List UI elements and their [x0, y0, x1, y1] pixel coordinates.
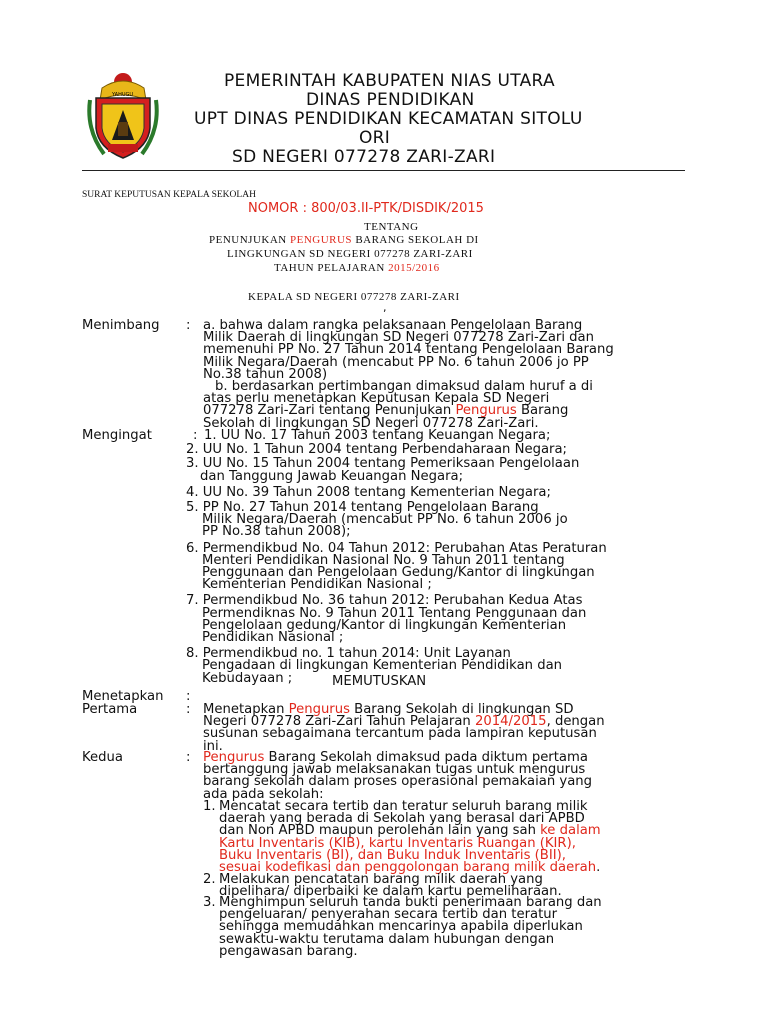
mengingat-item	[186, 444, 686, 456]
mengingat-line: dan Tanggung Jawab Keuangan Negara;	[200, 468, 464, 484]
kedua-item-3-line: Menghimpun seluruh tanda bukti penerimaan barang dan	[219, 895, 602, 910]
kedua-item-1-red-line: Kartu Inventaris (KIB), kartu Inventaris Ruangan (KIR),	[219, 835, 576, 851]
mengingat-item	[186, 484, 686, 500]
mengingat-line: Permendiknas No. 9 Tahun 2011 Tentang Penggunaan dan	[202, 605, 587, 621]
mengingat-line: PP No.38 tahun 2008);	[202, 524, 351, 540]
menimbang-a-line: a. bahwa dalam rangka pelaksanaan Pengelolaan Barang	[203, 318, 583, 333]
judul-line-1-a: PENUNJUKAN	[209, 234, 290, 246]
header-rule	[82, 170, 685, 171]
menimbang-a-line: No.38 tahun 2008)	[203, 366, 328, 382]
mengingat-item	[186, 540, 686, 593]
kedua-item-1-line: Mencatat secara tertib dan teratur seluruh barang milik	[219, 799, 588, 814]
kedua-item-1-red: ke dalam	[540, 823, 601, 839]
judul-line-1	[209, 234, 479, 246]
mengingat-line: Kementerian Pendidikan Nasional ;	[202, 577, 432, 593]
kedua-line: barang sekolah dalam proses operasional pemakaian yang	[203, 774, 593, 790]
mengingat-line: 8. Permendikbud no. 1 tahun 2014: Unit Layanan	[186, 646, 511, 662]
menimbang-colon: :	[186, 318, 191, 333]
pertama-text-a: Menetapkan	[203, 702, 289, 717]
mengingat-item	[186, 595, 686, 644]
mengingat-line: 4. UU No. 39 Tahun 2008 tentang Kementerian Negara;	[186, 484, 551, 500]
judul-line-3	[274, 262, 440, 274]
kedua-item-1	[219, 801, 689, 874]
menetapkan-label: Menetapkan	[82, 689, 164, 704]
kedua-line: ada pada sekolah:	[203, 786, 324, 802]
surat-label: SURAT KEPUTUSAN KEPALA SEKOLAH	[82, 190, 256, 200]
kedua-item-3-line: pengeluaran/ penyerahan secara tertib dan teratur	[219, 907, 558, 923]
header-line-5: SD NEGERI 077278 ZARI-ZARI	[232, 147, 496, 167]
mengingat-line: Penggunaan dan Pengelolaan Gedung/Kantor di lingkungan	[202, 565, 595, 581]
mengingat-line: Menteri Pendidikan Nasional No. 9 Tahun 2011 tentang	[202, 552, 565, 568]
pertama-text-b: , dengan	[546, 714, 605, 730]
header-line-1: PEMERINTAH KABUPATEN NIAS UTARA	[224, 71, 555, 91]
kedua-text-red: Pengurus	[203, 750, 265, 765]
menimbang-b-line: b. berdasarkan pertimbangan dimaksud dalam huruf a di	[215, 379, 593, 394]
kedua-item-2-num: 2.	[203, 872, 216, 887]
header-line-3: UPT DINAS PENDIDIKAN KECAMATAN SITOLU	[194, 109, 583, 129]
judul-line-2: LINGKUNGAN SD NEGERI 077278 ZARI-ZARI	[227, 248, 473, 260]
kedua-item-1-end: .	[596, 860, 601, 876]
kedua-item-1-red: sesuai kodefikasi dan penggolongan barang milik daerah	[219, 860, 597, 876]
mengingat-line: 7. Permendikbud No. 36 tahun 2012: Perubahan Kedua Atas	[186, 593, 583, 609]
kedua-colon: :	[186, 750, 191, 765]
pertama-line: susunan sebagaimana tercantum pada lampiran keputusan	[203, 726, 597, 742]
menimbang-b	[203, 381, 683, 430]
menimbang-b-line: atas perlu menetapkan Keputusan Kepala SD Negeri	[203, 391, 550, 407]
kedua-label: Kedua	[82, 750, 123, 765]
mengingat-item	[186, 458, 686, 482]
mengingat-item	[186, 502, 686, 539]
kedua-item-1-line: daerah yang berada di Sekolah yang berasal dari APBD	[219, 811, 585, 827]
mengingat-line: Pengadaan di lingkungan Kementerian Pendidikan dan	[202, 658, 563, 674]
mengingat-line: 3. UU No. 15 Tahun 2004 tentang Pemeriksaan Pengelolaan	[186, 456, 580, 472]
memutuskan-heading: MEMUTUSKAN	[332, 674, 427, 689]
menimbang-b-text: Barang	[516, 403, 569, 419]
menimbang-a-line: Milik Negara/Daerah (mencabut PP No. 6 tahun 2006 jo PP	[203, 354, 589, 370]
pertama-text-red: 2014/2015	[474, 714, 547, 730]
tentang: TENTANG	[364, 221, 419, 233]
kedua-item-3	[219, 897, 689, 958]
menimbang-label: Menimbang	[82, 318, 160, 333]
regency-logo	[82, 70, 164, 162]
kedua-item-3-line: sewaktu-waktu terutama dalam hubungan dengan	[219, 931, 555, 947]
header-line-4: ORI	[359, 128, 391, 148]
nomor: NOMOR : 800/03.II-PTK/DISDIK/2015	[248, 201, 484, 216]
pertama-text	[203, 704, 683, 753]
kedua-line: bertanggung jawab melaksanakan tugas untuk mengurus	[203, 762, 586, 778]
mengingat-list	[186, 430, 686, 685]
pertama-text-a: Negeri 077278 Zari-Zari Tahun Pelajaran	[203, 714, 475, 730]
judul-line-1-red: PENGURUS	[289, 234, 353, 246]
mengingat-line: 1. UU No. 17 Tahun 2003 tentang Keuangan Negara;	[204, 428, 551, 443]
judul-line-3-red: 2015/2016	[388, 262, 440, 274]
kedua-text	[203, 752, 683, 801]
mengingat-line: 6. Permendikbud No. 04 Tahun 2012: Perubahan Atas Peraturan	[186, 540, 607, 556]
mengingat-colon: :	[193, 428, 198, 443]
kedua-item-3-line: pengawasan barang.	[219, 943, 358, 959]
pertama-text-b: Barang Sekolah di lingkungan SD	[349, 702, 574, 717]
mengingat-line: 5. PP No. 27 Tahun 2014 tentang Pengelolaan Barang	[186, 500, 539, 516]
mengingat-label: Mengingat	[82, 428, 152, 443]
kedua-text-b: Barang Sekolah dimaksud pada diktum pertama	[264, 750, 588, 765]
kedua-item-2-line: dipelihara/ diperbaiki ke dalam kartu pemeliharaan.	[219, 884, 562, 900]
mengingat-line: 2. UU No. 1 Tahun 2004 tentang Perbendaharaan Negara;	[186, 442, 567, 458]
pertama-line: ini.	[203, 738, 223, 754]
kedua-item-1-red-line: Buku Inventaris (BI), dan Buku Induk Inventaris (BII),	[219, 847, 566, 863]
menimbang-b-line: Sekolah di lingkungan SD Negeri 077278 Zari-Zari.	[203, 415, 539, 431]
mengingat-line: Pendidikan Nasional ;	[202, 630, 344, 646]
pertama-label: Pertama	[82, 702, 138, 717]
mengingat-line: Pengelolaan gedung/Kantor di lingkungan Kementerian	[202, 617, 567, 633]
kedua-item-3-num: 3.	[203, 895, 216, 910]
mengingat-item	[186, 648, 686, 685]
header-line-2: DINAS PENDIDIKAN	[306, 90, 475, 110]
menimbang-b-text: 077278 Zari-Zari tentang Penunjukan	[203, 403, 456, 419]
mengingat-line: Kebudayaan ;	[202, 670, 293, 686]
kedua-item-3-line: sehingga memudahkan mencarinya apabila diperlukan	[219, 919, 583, 935]
logo-ribbon-text: YAHUGU	[112, 92, 134, 98]
mengingat-item	[204, 430, 686, 442]
menimbang-a-line: Milik Daerah di lingkungan SD Negeri 077278 Zari-Zari dan	[203, 330, 594, 346]
menimbang-a-line: memenuhi PP No. 27 Tahun 2014 tentang Pengelolaan Barang	[203, 342, 614, 358]
menimbang-a	[203, 320, 683, 381]
kepala: KEPALA SD NEGERI 077278 ZARI-ZARI	[248, 291, 460, 303]
judul-line-3-a: TAHUN PELAJARAN	[274, 262, 389, 274]
kedua-item-1-text: dan Non APBD maupun perolehan lain yang sah	[219, 823, 541, 839]
pertama-colon: :	[186, 702, 191, 717]
comma: ,	[383, 301, 387, 314]
menetapkan-colon: :	[186, 689, 191, 704]
pertama-text-red: Pengurus	[288, 702, 350, 717]
mengingat-line: Milik Negara/Daerah (mencabut PP No. 6 tahun 2006 jo	[202, 512, 568, 528]
judul-line-1-b: BARANG SEKOLAH DI	[352, 234, 479, 246]
kedua-item-2-line: Melakukan pencatatan barang milik daerah yang	[219, 872, 543, 887]
kedua-item-1-num: 1.	[203, 799, 216, 814]
menimbang-b-red: Pengurus	[455, 403, 517, 419]
